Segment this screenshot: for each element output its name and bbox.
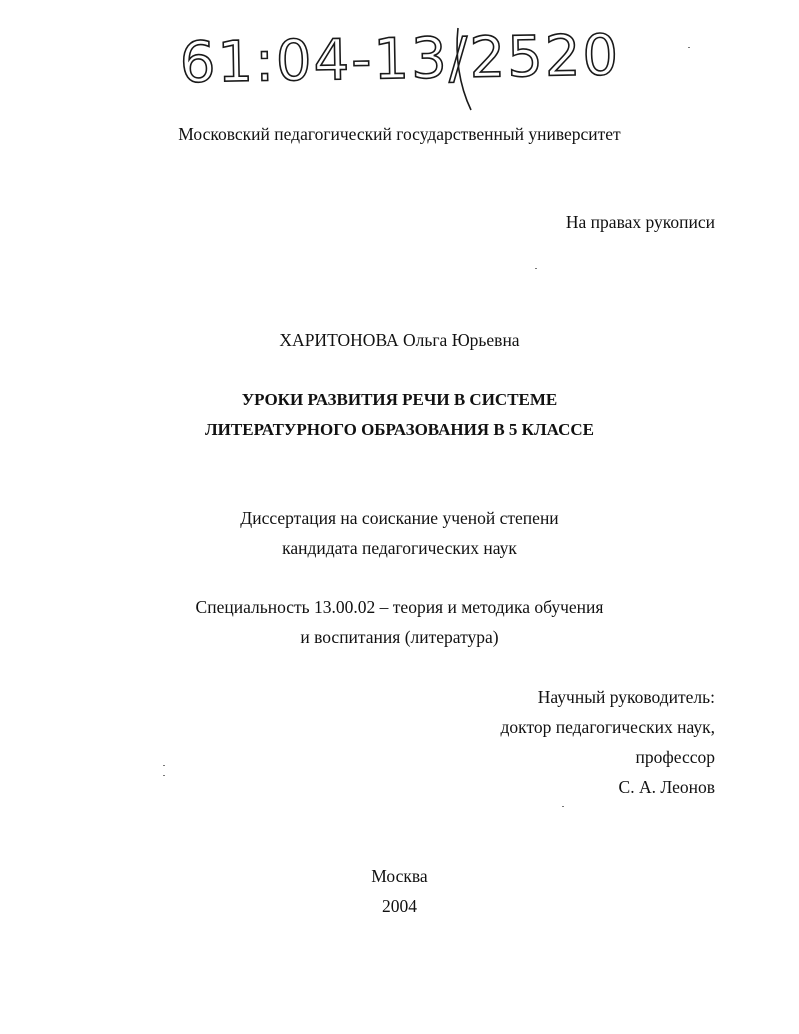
manuscript-rights-note: На правах рукописи (565, 212, 715, 232)
author-name: ХАРИТОНОВА Ольга Юрьевна (279, 330, 520, 350)
specialty-line-1: Специальность 13.00.02 – теория и методика обучения (195, 597, 604, 617)
title-line-2: ЛИТЕРАТУРНОГО ОБРАЗОВАНИЯ В 5 КЛАССЕ (205, 420, 594, 439)
scan-speck (535, 268, 537, 269)
specialty-line-2: и воспитания (литература) (300, 627, 499, 647)
title-line-1: УРОКИ РАЗВИТИЯ РЕЧИ В СИСТЕМЕ (241, 390, 558, 409)
scan-speck (562, 806, 564, 807)
scan-speck (163, 765, 165, 766)
year: 2004 (382, 896, 417, 916)
scan-speck (688, 47, 690, 48)
dissertation-line-2: кандидата педагогических наук (282, 538, 517, 558)
university-name: Московский педагогический государственный университет (178, 124, 621, 144)
supervisor-degree: доктор педагогических наук, (500, 717, 715, 737)
dissertation-line-1: Диссертация на соискание ученой степени (240, 508, 559, 528)
handwritten-registration-number (175, 20, 635, 115)
handwritten-number-text: 61:04-13/2520 (179, 23, 621, 96)
supervisor-label: Научный руководитель: (537, 687, 715, 707)
supervisor-name: С. А. Леонов (618, 777, 715, 797)
city: Москва (371, 866, 428, 886)
supervisor-rank: профессор (635, 747, 715, 767)
scan-speck (163, 775, 165, 776)
